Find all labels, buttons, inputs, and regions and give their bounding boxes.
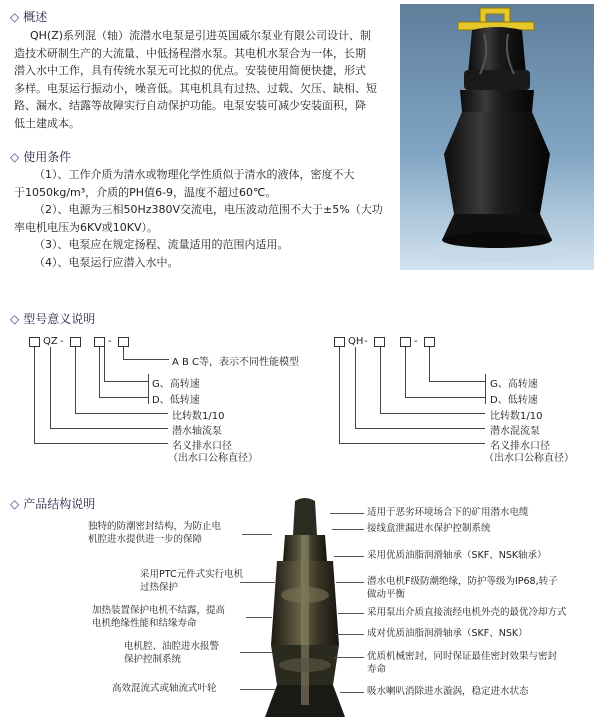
overview-line: 造技术研制生产的大流量、中低扬程潜水泵。其电机水泵合为一体，长期 (14, 46, 366, 60)
right-callout-3 (367, 549, 547, 562)
diamond-icon: ◇ (10, 312, 20, 326)
pump-photo (400, 4, 594, 270)
diamond-icon: ◇ (10, 150, 20, 164)
callout-line: 适用于恶劣环境场合下的矿用潜水电缆 (367, 507, 529, 518)
model-label: 比转数1/10 (490, 411, 543, 422)
conditions-line: 于1050kg/m³，介质的PH值6-9，温度不超过60℃。 (14, 185, 277, 199)
callout-line: 吸水喇叭消除进水漩涡，稳定进水状态 (367, 686, 529, 697)
callout-line: 电机腔、油腔进水报警 (124, 641, 220, 652)
model-label: G、高转速 (152, 379, 200, 390)
model-label: 名义排水口径 (172, 441, 232, 452)
overview-line: 潜入水中工作，具有传统水泵无可比拟的优点。安装使用简便快捷，形式 (14, 64, 366, 77)
code-box (29, 337, 40, 347)
model-label: 名义排水口径 (490, 441, 550, 452)
model-label: D、低转速 (152, 395, 200, 406)
model-title: 型号意义说明 (23, 312, 96, 326)
callout-line: 优质机械密封，同时保证最佳密封效果与密封 (367, 651, 558, 662)
callout-line: 高效混流式或轴流式叶轮 (112, 683, 217, 694)
code-box (118, 337, 129, 347)
model-label: A B C等，表示不同性能模型 (172, 357, 300, 368)
left-callout-4 (124, 640, 219, 666)
left-callout-1 (88, 520, 221, 546)
conditions-line: （2）、电源为三相50Hz380V交流电，电压波动范围不大于±5%（大功 (34, 203, 383, 216)
conditions-line: （1）、工作介质为清水或物理化学性质似于清水的液体，密度不大 (34, 168, 355, 181)
code-box (334, 337, 345, 347)
callout-line: 做动平衡 (367, 589, 406, 600)
right-callout-7 (367, 650, 557, 676)
section-heading-structure (10, 495, 95, 512)
right-callout-4 (367, 575, 558, 601)
overview-line: QH(Z)系列混（轴）流潜水电泵是引进英国威尔泵业有限公司设计、制 (30, 29, 372, 42)
code-box (94, 337, 105, 347)
overview-title: 概述 (23, 10, 48, 24)
section-heading-model (10, 310, 95, 327)
callout-line: 接线盒泄漏进水保护控制系统 (367, 523, 491, 534)
conditions-title: 使用条件 (23, 150, 72, 164)
model-label: G、高转速 (490, 379, 538, 390)
conditions-paragraph (14, 166, 383, 271)
model-label: （出水口公称直径） (168, 453, 258, 464)
callout-line: 采用PTC元件式实行电机 (140, 569, 244, 580)
structure-title: 产品结构说明 (23, 497, 96, 511)
callout-line: 采用优质油脂润滑轴承（SKF、NSK轴承） (367, 550, 547, 561)
right-callout-5 (367, 606, 567, 619)
code-dash: - (364, 336, 368, 347)
right-callout-2 (367, 522, 491, 535)
right-callout-1 (367, 506, 529, 519)
callout-line: 电机绝缘性能和结缘寿命 (92, 618, 197, 629)
code-dash: - (414, 336, 418, 347)
diamond-icon: ◇ (10, 10, 20, 24)
overview-paragraph (14, 27, 377, 132)
model-label: （出水口公称直径） (484, 453, 574, 464)
callout-line: 潜水电机F级防潮绝缘，防护等级为IP68,转子 (367, 576, 558, 587)
callout-line: 过热保护 (140, 582, 179, 593)
section-heading-overview (10, 8, 47, 25)
right-callout-8 (367, 685, 529, 698)
model-label: 比转数1/10 (172, 411, 225, 422)
overview-line: 低土建成本。 (14, 116, 80, 130)
code-box (424, 337, 435, 347)
diamond-icon: ◇ (10, 497, 20, 511)
code-dash: - (108, 336, 112, 347)
callout-line: 保护控制系统 (124, 654, 182, 665)
code-box (400, 337, 411, 347)
callout-line: 采用泵出介质直接流经电机外壳的最优冷却方式 (367, 607, 567, 618)
left-callout-5 (112, 682, 217, 695)
conditions-line: （3）、电泵应在规定扬程、流量适用的范围内适用。 (34, 238, 289, 251)
overview-line: 多样。电泵运行振动小，噪音低。其电机具有过热、过载、欠压、缺相、短 (14, 81, 377, 95)
conditions-line: 率电机电压为6KV或10KV）。 (14, 220, 158, 234)
section-heading-conditions (10, 148, 71, 165)
left-callout-2 (140, 568, 243, 594)
right-callout-6 (367, 627, 528, 640)
code-dash: - (60, 336, 64, 347)
code-box (70, 337, 81, 347)
callout-line: 机腔进水提供进一步的保障 (88, 534, 203, 545)
model-label: 潜水轴流泵 (172, 426, 222, 437)
code-prefix: QH (348, 336, 364, 347)
callout-line: 加热装置保护电机不结露，提高 (92, 605, 226, 616)
left-callout-3 (92, 604, 225, 630)
callout-line: 独特的防潮密封结构，为防止电 (88, 521, 222, 532)
conditions-line: （4）、电泵运行应潜入水中。 (34, 255, 179, 269)
overview-line: 路、漏水、结露等故障实行自动保护功能。电泵安装可减少安装面积，降 (14, 99, 366, 112)
callout-line: 成对优质油脂润滑轴承（SKF、NSK） (367, 628, 528, 639)
model-label: D、低转速 (490, 395, 538, 406)
code-box (374, 337, 385, 347)
pump-illustration (400, 4, 594, 270)
model-label: 潜水混流泵 (490, 426, 540, 437)
code-prefix: QZ (43, 336, 58, 347)
callout-line: 寿命 (367, 664, 387, 675)
